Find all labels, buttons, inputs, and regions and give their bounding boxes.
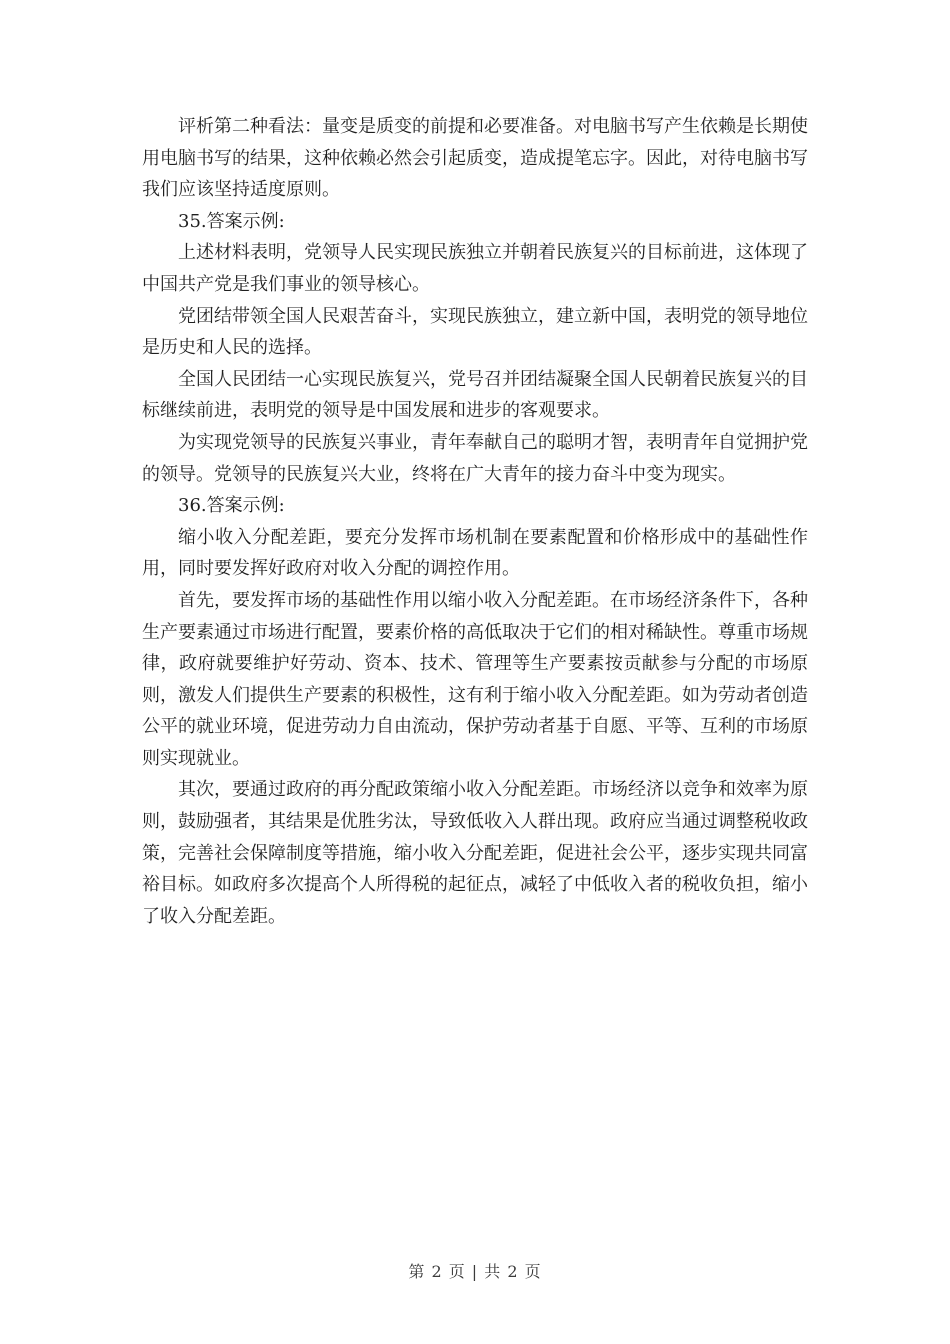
page-footer (0, 1259, 950, 1282)
paragraph: 党团结带领全国人民艰苦奋斗，实现民族独立，建立新中国，表明党的领导地位是历史和人民的选择。 (142, 305, 808, 359)
page-number-text: 第 2 页 | 共 2 页 (408, 1262, 542, 1281)
paragraph: 上述材料表明，党领导人民实现民族独立并朝着民族复兴的目标前进，这体现了中国共产党是我们事业的领导核心。 (142, 242, 808, 295)
paragraph: 首先，要发挥市场的基础性作用以缩小收入分配差距。在市场经济条件下，各种生产要素通过市场进行配置，要素价格的高低取决于它们的相对稀缺性。尊重市场规律，政府就要维护好劳动、资本、技术、管理等生产要素按贡献参与分配的市场原则，激发人们提供生产要素的积极性，这有利于缩小收入分配差距。如为劳动者创造公平的就业环境，促进劳动力自由流动，保护劳动者基于自愿、平等、互利的市场原则实现就业。 (142, 589, 808, 769)
answer-heading-35: 35.答案示例: (178, 210, 285, 232)
paragraph: 全国人民团结一心实现民族复兴，党号召并团结凝聚全国人民朝着民族复兴的目标继续前进，表明党的领导是中国发展和进步的客观要求。 (142, 368, 808, 422)
paragraph: 缩小收入分配差距，要充分发挥市场机制在要素配置和价格形成中的基础性作用，同时要发挥好政府对收入分配的调控作用。 (142, 526, 808, 580)
answer-heading-36: 36.答案示例: (178, 495, 285, 517)
document-body (142, 111, 808, 932)
paragraph: 其次，要通过政府的再分配政策缩小收入分配差距。市场经济以竞争和效率为原则，鼓励强者，其结果是优胜劣汰，导致低收入人群出现。政府应当通过调整税收政策，完善社会保障制度等措施，缩小收入分配差距，促进社会公平，逐步实现共同富裕目标。如政府多次提高个人所得税的起征点，减轻了中低收入者的税收负担，缩小了收入分配差距。 (142, 779, 808, 927)
paragraph: 评析第二种看法：量变是质变的前提和必要准备。对电脑书写产生依赖是长期使用电脑书写的结果，这种依赖必然会引起质变，造成提笔忘字。因此，对待电脑书写我们应该坚持适度原则。 (142, 116, 808, 201)
paragraph: 为实现党领导的民族复兴事业，青年奉献自己的聪明才智，表明青年自觉拥护党的领导。党领导的民族复兴大业，终将在广大青年的接力奋斗中变为现实。 (142, 431, 808, 485)
